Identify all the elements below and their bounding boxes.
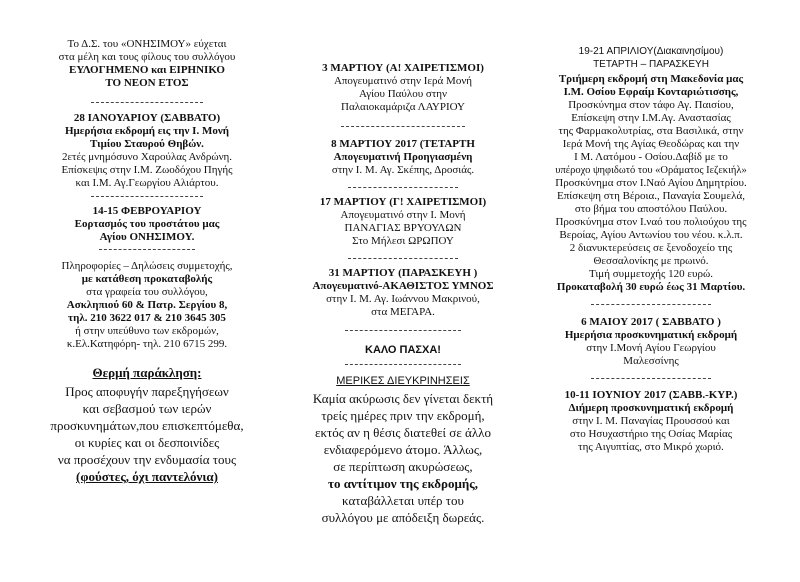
event-date: 10-11 ΙΟΥΝΙΟΥ 2017 (ΣΑΒΒ.-ΚΥΡ.) — [564, 389, 738, 401]
event-deposit: Προκαταβολή 30 ευρώ έως 31 Μαρτίου. — [556, 281, 746, 293]
info-line: με κατάθεση προκαταβολής — [81, 273, 213, 285]
event-days: ΤΕΤΑΡΤΗ – ΠΑΡΑΣΚΕΥΗ — [593, 59, 709, 70]
info-line: Πληροφορίες – Δηλώσεις συμμετοχής, — [61, 260, 233, 272]
event-line: Στο Μήλεσι ΩΡΩΠΟΥ — [352, 235, 454, 247]
clarifications-title: ΜΕΡΙΚΕΣ ΔΙΕΥΚΡΙΝΗΣΕΙΣ — [336, 375, 470, 387]
event-line: Τριήμερη εκδρομή στη Μακεδονία μας — [558, 73, 744, 85]
event-date: 28 ΙΑΝΟΥΑΡΙΟΥ (ΣΑΒΒΑΤΟ) — [73, 112, 221, 124]
request-line: οι κυρίες και οι δεσποινίδες — [74, 435, 220, 450]
event-line: στο βήμα του αποστόλου Παύλου. — [574, 203, 728, 215]
event-date: 17 ΜΑΡΤΙΟΥ (Γ! ΧΑΙΡΕΤΙΣΜΟΙ) — [319, 196, 487, 208]
event-line: Ι Μ. Λατόμου - Οσίου.Δαβίδ με το — [574, 151, 728, 163]
event-line: Ημερήσια προσκυνηματική εκδρομή — [564, 329, 738, 341]
event-line: και Ι.Μ. Αγ.Γεωργίου Αλιάρτου. — [75, 177, 219, 189]
event-date: 31 ΜΑΡΤΙΟΥ (ΠΑΡΑΣΚΕΥΗ ) — [328, 267, 478, 279]
event-date: 8 ΜΑΡΤΙΟΥ 2017 (ΤΕΤΑΡΤΗ — [331, 138, 475, 150]
event-line: στην Ι. Μ. Αγ. Σκέπης, Δροσιάς. — [331, 164, 475, 176]
event-line: Βεροίας, Αγίου Αντωνίου του νέου. κ.λ.π. — [559, 229, 743, 241]
clarification-line: σε περίπτωση ακυρώσεως, — [333, 459, 473, 474]
greeting-wish: ΤΟ ΝΕΟΝ ΕΤΟΣ — [105, 77, 189, 89]
info-address: Ασκληπιού 60 & Πατρ. Σεργίου 8, — [66, 299, 228, 311]
divider — [345, 364, 461, 365]
clarification-line: συλλόγου με απόδειξη δωρεάς. — [321, 510, 485, 525]
easter-greeting: ΚΑΛΟ ΠΑΣΧΑ! — [365, 344, 441, 356]
divider — [591, 378, 711, 379]
event-line: της Φαρμακολυτρίας, στα Βασιλικά, στην — [558, 125, 744, 137]
event-line: Επίσκεψη στην Ι.Μ.Αγ. Αναστασίας — [571, 112, 731, 124]
clarification-line: τρείς ημέρες πριν την εκδρομή, — [321, 408, 485, 423]
event-line: Ιερά Μονή της Αγίας Θεοδώρας και την — [562, 138, 740, 150]
greeting-wish: ΕΥΛΟΓΗΜΕΝΟ και ΕΙΡΗΝΙΚΟ — [69, 64, 225, 76]
event-line: Εορτασμός του προστάτου μας — [74, 218, 220, 230]
divider — [91, 196, 203, 197]
event-line: Παλαιοκαμάριζα ΛΑΥΡΙΟΥ — [341, 101, 465, 113]
event-line: Ημερήσια εκδρομή εις την Ι. Μονή — [64, 125, 230, 137]
event-line: Απογευματινό-ΑΚΑΘΙΣΤΟΣ ΥΜΝΟΣ — [312, 280, 494, 292]
event-line: Απογευματινή Προηγιασμένη — [333, 151, 473, 163]
divider — [99, 249, 195, 250]
divider — [348, 187, 458, 188]
greeting-line: στα μέλη και τους φίλους του συλλόγου — [58, 51, 236, 63]
event-line: Ι.Μ. Οσίου Εφραίμ Κονταριώτισσης, — [563, 86, 739, 98]
event-line: Προσκύνημα στον τάφο Αγ. Παισίου, — [568, 99, 734, 111]
event-line: Τιμίου Σταυρού Θηβών. — [90, 138, 204, 150]
event-line: στην Ι. Μ. Αγ. Ιωάννου Μακρινού, — [326, 293, 480, 305]
clarification-line: το αντίτιμον της εκδρομής, — [328, 476, 478, 491]
info-line: στα γραφεία του συλλόγου, — [86, 286, 208, 298]
event-price: Τιμή συμμετοχής 120 ευρώ. — [589, 268, 713, 280]
event-line: 2 διανυκτερεύσεις σε ξενοδοχείο της — [569, 242, 733, 254]
event-date: 6 ΜΑΙΟΥ 2017 ( ΣΑΒΒΑΤΟ ) — [581, 316, 721, 328]
event-line: της Αιγυπτίας, στο Μικρό χωριό. — [578, 441, 724, 453]
info-phone: κ.Ελ.Κατηφόρη- τηλ. 210 6715 299. — [66, 338, 228, 350]
divider — [348, 258, 458, 259]
event-line: στα ΜΕΓΑΡΑ. — [371, 306, 435, 318]
request-line: προσκυνημάτων,που επισκεπτόμεθα, — [50, 418, 244, 433]
divider — [341, 126, 465, 127]
event-date: 14-15 ΦΕΒΡΟΥΑΡΙΟΥ — [92, 205, 202, 217]
request-line: και σεβασμού των ιερών — [82, 401, 212, 416]
clarification-line: εκτός αν η θέσις διατεθεί σε άλλο — [315, 425, 491, 440]
event-line: Επίσκεψις στην Ι.Μ. Ζωοδόχου Πηγής — [61, 164, 233, 176]
event-line: Επίσκεψη στη Βέροια., Παναγία Σουμελά, — [557, 190, 745, 202]
event-line: ΠΑΝΑΓΙΑΣ ΒΡΥΟΥΛΩΝ — [344, 222, 462, 234]
event-line: Προσκύνημα στον Ι.Ναό Αγίου Δημητρίου. — [555, 177, 747, 189]
request-line: (φούστες, όχι παντελόνια) — [76, 469, 218, 484]
event-line: στο Ησυχαστήριο της Οσίας Μαρίας — [569, 428, 733, 440]
event-line: 2ετές μνημόσυνο Χαρούλας Ανδρώνη. — [61, 151, 233, 163]
divider — [345, 330, 461, 331]
greeting-line: Το Δ.Σ. του «ΟΝΗΣΙΜΟΥ» εύχεται — [67, 38, 227, 50]
request-line: Προς αποφυγήν παρεξηγήσεων — [65, 384, 229, 399]
event-line: Απογευματινό στην Ι. Μονή — [340, 209, 466, 221]
event-line: στην Ι. Μ. Παναγίας Προυσσού και — [572, 415, 730, 427]
event-line: στην Ι.Μονή Αγίου Γεωργίου — [586, 342, 716, 354]
request-title: Θερμή παράκληση: — [92, 365, 202, 380]
event-date: 3 ΜΑΡΤΙΟΥ (Α! ΧΑΙΡΕΤΙΣΜΟΙ) — [322, 62, 484, 74]
event-date: 19-21 ΑΠΡΙΛΙΟΥ(Διακαινησίμου) — [578, 46, 724, 57]
event-line: Προσκύνημα στον Ι.ναό του πολιούχου της — [555, 216, 747, 228]
event-line: Αγίου Παύλου στην — [359, 88, 447, 100]
event-line: Θεσσαλονίκης με πρωινό. — [593, 255, 709, 267]
info-line: ή στην υπεύθυνο των εκδρομών, — [75, 325, 219, 337]
event-line: Αγίου ΟΝΗΣΙΜΟΥ. — [99, 231, 195, 243]
event-line: Μαλεσσίνης — [623, 355, 679, 367]
clarification-line: Καμία ακύρωσις δεν γίνεται δεκτή — [312, 391, 494, 406]
clarification-line: ενδιαφερόμενο άτομο. Άλλως, — [323, 442, 483, 457]
divider — [91, 102, 203, 103]
info-phone: τηλ. 210 3622 017 & 210 3645 305 — [68, 312, 226, 324]
divider — [591, 304, 711, 305]
request-line: να προσέχουν την ενδυμασία τους — [57, 452, 237, 467]
event-line: Απογευματινό στην Ιερά Μονή — [333, 75, 473, 87]
clarification-line: καταβάλλεται υπέρ του — [342, 493, 464, 508]
event-line: Διήμερη προσκυνηματική εκδρομή — [568, 402, 734, 414]
event-line: υπέροχο ψηφιδωτό του «Οράματος Ιεζεκιήλ» — [555, 165, 747, 176]
